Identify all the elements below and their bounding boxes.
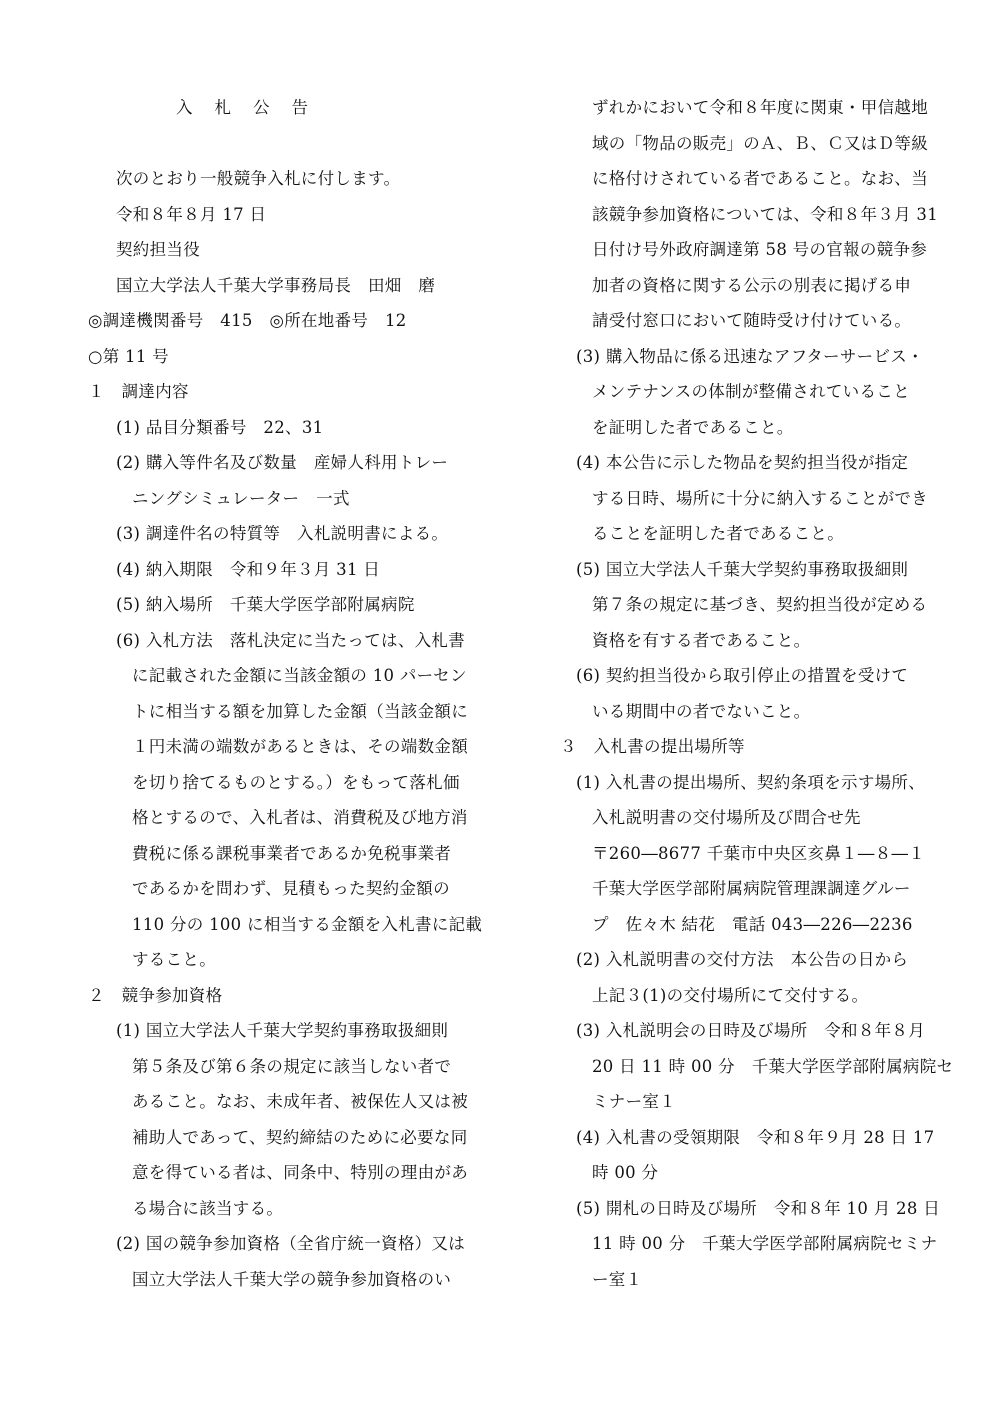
text-line: 資格を有する者であること。 <box>592 630 811 650</box>
text-line: すること。 <box>132 950 216 969</box>
text-line: 日付け号外政府調達第 58 号の官報の競争参 <box>592 240 928 259</box>
text-line: (6) 入札方法 落札決定に当たっては、入札書 <box>116 630 466 650</box>
text-line: ずれかにおいて令和８年度に関東・甲信越地 <box>592 98 928 117</box>
text-line: を切り捨てるものとする。）をもって落札価 <box>132 772 460 792</box>
text-line: １ 調達内容 <box>88 382 189 401</box>
text-line: 時 00 分 <box>592 1163 659 1182</box>
text-line: 11 時 00 分 千葉大学医学部附属病院セミナ <box>592 1234 938 1253</box>
left-column <box>88 90 498 1297</box>
text-line: に格付けされている者であること。なお、当 <box>592 169 928 188</box>
text-line: (3) 購入物品に係る迅速なアフターサービス・ <box>576 346 924 366</box>
text-line: 契約担当役 <box>116 240 200 259</box>
text-line: プ 佐々木 結花 電話 043―226―2236 <box>592 914 913 934</box>
text-line: 格とするので、入札者は、消費税及び地方消 <box>132 808 468 827</box>
text-line: 加者の資格に関する公示の別表に掲げる申 <box>592 275 912 295</box>
text-line <box>88 126 498 162</box>
text-line: ２ 競争参加資格 <box>88 985 223 1005</box>
text-line: 国立大学法人千葉大学の競争参加資格のい <box>132 1269 452 1289</box>
text-line: ミナー室１ <box>592 1092 676 1111</box>
text-line: 千葉大学医学部附属病院管理課調達グルー <box>592 879 911 898</box>
text-line: 国立大学法人千葉大学事務局長 田畑 磨 <box>116 275 436 295</box>
text-line: １円未満の端数があるときは、その端数金額 <box>132 737 468 756</box>
text-line: (4) 納入期限 令和９年３月 31 日 <box>116 559 381 579</box>
text-line: する日時、場所に十分に納入することができ <box>592 488 928 508</box>
text-line: 費税に係る課税事業者であるか免税事業者 <box>132 843 452 863</box>
text-line: (2) 入札説明書の交付方法 本公告の日から <box>576 950 909 969</box>
text-line: を証明した者であること。 <box>592 417 794 437</box>
text-line: (1) 国立大学法人千葉大学契約事務取扱細則 <box>116 1021 449 1040</box>
text-line: (5) 納入場所 千葉大学医学部附属病院 <box>116 595 415 614</box>
text-line: ○第 11 号 <box>88 346 169 366</box>
text-line: (2) 購入等件名及び数量 産婦人科用トレー <box>116 453 449 472</box>
text-line: 第５条及び第６条の規定に該当しない者で <box>132 1056 452 1076</box>
text-line: 補助人であって、契約締結のために必要な同 <box>132 1127 468 1147</box>
text-line: ニングシミュレーター 一式 <box>132 488 350 508</box>
text-line: ３ 入札書の提出場所等 <box>560 737 745 756</box>
text-line: 上記３(1)の交付場所にて交付する。 <box>592 985 869 1005</box>
text-line: 意を得ている者は、同条中、特別の理由があ <box>132 1163 468 1182</box>
text-line: ー室１ <box>592 1269 643 1289</box>
notice-title: 入札公告 <box>176 98 330 117</box>
text-line: (2) 国の競争参加資格（全省庁統一資格）又は <box>116 1234 466 1253</box>
text-line: (3) 入札説明会の日時及び場所 令和８年８月 <box>576 1021 926 1040</box>
text-line: に記載された金額に当該金額の 10 パーセン <box>132 666 467 685</box>
text-line: (5) 国立大学法人千葉大学契約事務取扱細則 <box>576 559 909 579</box>
text-line: いる期間中の者でないこと。 <box>592 701 811 721</box>
text-line: あること。なお、未成年者、被保佐人又は被 <box>132 1092 468 1111</box>
text-line: 第７条の規定に基づき、契約担当役が定める <box>592 595 928 614</box>
text-line: 入札説明書の交付場所及び問合せ先 <box>592 808 861 827</box>
text-line: トに相当する額を加算した金額（当該金額に <box>132 701 468 721</box>
text-line: ることを証明した者であること。 <box>592 524 844 543</box>
text-line: (6) 契約担当役から取引停止の措置を受けて <box>576 666 909 685</box>
text-line: 20 日 11 時 00 分 千葉大学医学部附属病院セ <box>592 1056 954 1076</box>
text-line: る場合に該当する。 <box>132 1198 284 1218</box>
text-line: 〒260―8677 千葉市中央区亥鼻１―８―１ <box>592 843 926 863</box>
text-line: ◎調達機関番号 415 ◎所在地番号 12 <box>88 311 407 330</box>
text-line: 域の「物品の販売」のＡ、Ｂ、Ｃ又はＤ等級 <box>592 133 928 153</box>
text-line: 令和８年８月 17 日 <box>116 204 267 224</box>
text-line: (3) 調達件名の特質等 入札説明書による。 <box>116 524 449 543</box>
text-line: (1) 品目分類番号 22、31 <box>116 417 324 437</box>
text-line: (5) 開札の日時及び場所 令和８年 10 月 28 日 <box>576 1198 940 1218</box>
text-line: (4) 入札書の受領期限 令和８年９月 28 日 17 <box>576 1127 935 1147</box>
text-line: 請受付窓口において随時受け付けている。 <box>592 311 912 330</box>
text-line: 110 分の 100 に相当する金額を入札書に記載 <box>132 914 483 934</box>
text-line: 次のとおり一般競争入札に付します。 <box>116 169 401 188</box>
text-line: 該競争参加資格については、令和８年３月 31 <box>592 204 939 224</box>
text-line: であるかを問わず、見積もった契約金額の <box>132 879 450 898</box>
text-line: (4) 本公告に示した物品を契約担当役が指定 <box>576 453 909 472</box>
right-column <box>560 90 955 1297</box>
text-line: (1) 入札書の提出場所、契約条項を示す場所、 <box>576 772 926 792</box>
text-line: メンテナンスの体制が整備されていること <box>592 382 910 401</box>
